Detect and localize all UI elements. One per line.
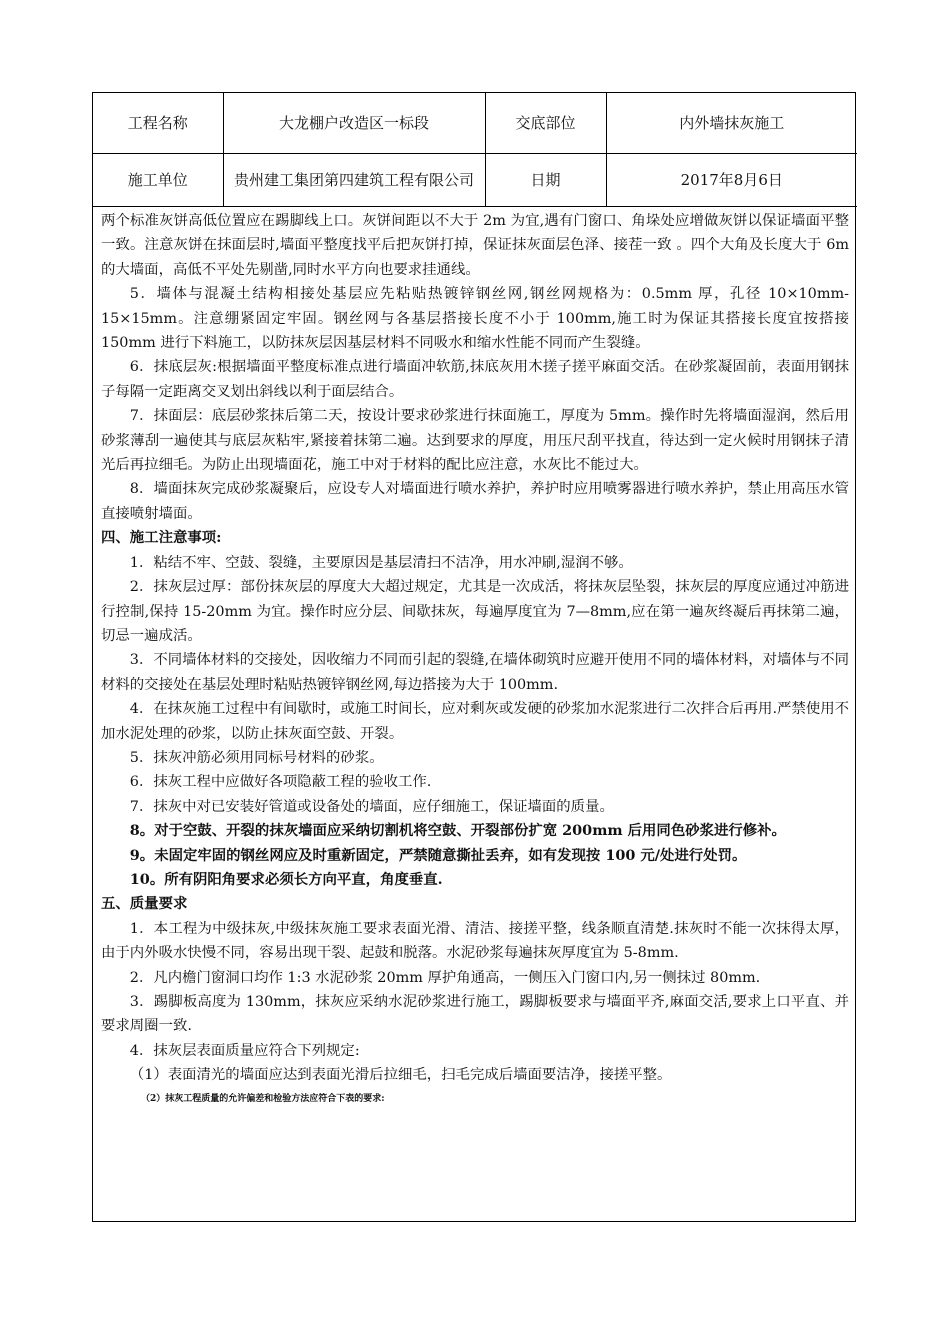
paragraph-bold: 10。所有阴阳角要求必须长方向平直，角度垂直. — [129, 870, 443, 888]
paragraph: 4．在抹灰施工过程中有间歇时，或施工时间长，应对剩灰或发硬的砂浆加水泥浆进行二次拌合后再用.严禁使用不加水泥处理的砂浆，以防止抹灰面空鼓、开裂。 — [101, 701, 849, 742]
paragraph: （1）表面清光的墙面应达到表面光滑后拉细毛，扫毛完成后墙面要洁净，接搓平整。 — [129, 1067, 672, 1084]
paragraph: 3．踢脚板高度为 130mm，抹灰应采纳水泥砂浆进行施工，踢脚板要求与墙面平齐,麻面交活,要求上口平直、并要求周圈一致. — [101, 994, 849, 1035]
section-heading: 四、施工注意事项: — [101, 529, 222, 547]
paragraph: 7．抹面层：底层砂浆抹后第二天，按设计要求砂浆进行抹面施工，厚度为 5mm。操作时先将墙面湿润，然后用砂浆薄刮一遍使其与底层灰粘牢,紧接着抹第二遍。达到要求的厚度，用压尺刮平找直，待达到一定火候时用钢抹子清光后再拉细毛。为防止出现墙面花，施工中对于材料的配比应注意，水灰比不能过大。 — [101, 408, 849, 474]
paragraph: 3．不同墙体材料的交接处，因收缩力不同而引起的裂缝,在墙体砌筑时应避开使用不同的墙体材料，对墙体与不同材料的交接处在基层处理时粘贴热镀锌钢丝网,每边搭接为大于 100mm. — [101, 652, 849, 693]
disclosure-part-label: 交底部位 — [485, 93, 606, 154]
disclosure-part-value: 内外墙抹灰施工 — [606, 93, 857, 154]
paragraph: 1．粘结不牢、空鼓、裂缝，主要原因是基层清扫不洁净，用水冲刷,湿润不够。 — [129, 554, 633, 571]
date-label: 日期 — [485, 154, 606, 207]
paragraph: 两个标准灰饼高低位置应在踢脚线上口。灰饼间距以不大于 2m 为宜,遇有门窗口、角垛处应增做灰饼以保证墙面平整一致。注意灰饼在抹面层时,墙面平整度找平后把灰饼打掉，保证抹灰面层色泽、接茬一致 。四个大角及长度大于 6m 的大墙面，高低不平处先剔凿,同时水平方向也要求挂通线。 — [101, 213, 849, 278]
construction-unit-label: 施工单位 — [93, 154, 223, 207]
paragraph-bold: 9。未固定牢固的钢丝网应及时重新固定，严禁随意撕扯丢弃，如有发现按 100 元/处进行处罚。 — [129, 846, 747, 864]
header-table — [93, 93, 857, 207]
content-body — [93, 207, 855, 1106]
project-name-value: 大龙棚户改造区一标段 — [223, 93, 485, 154]
paragraph: 4．抹灰层表面质量应符合下列规定: — [129, 1042, 360, 1059]
disclosure-sheet — [92, 92, 856, 1222]
date-value: 2017年8月6日 — [606, 154, 857, 207]
project-name-label: 工程名称 — [93, 93, 223, 154]
section-heading: 五、质量要求 — [101, 895, 188, 913]
paragraph: 5．墙体与混凝土结构相接处基层应先粘贴热镀锌钢丝网,钢丝网规格为：0.5mm 厚，孔径 10×10mm-15×15mm。注意绷紧固定牢固。钢丝网与各基层搭接长度不小于 100mm,施工时为保证其搭接长度宜按搭接 150mm 进行下料施工，以防抹灰层因基层材料不同吸水和缩水性能不同而产生裂缝。 — [101, 286, 849, 352]
construction-unit-value: 贵州建工集团第四建筑工程有限公司 — [223, 154, 485, 207]
paragraph: 6．抹底层灰:根据墙面平整度标准点进行墙面冲软筋,抹底灰用木搓子搓平麻面交活。在砂浆凝固前，表面用钢抹子每隔一定距离交叉划出斜线以利于面层结合。 — [101, 359, 849, 400]
paragraph-bold: 8。对于空鼓、开裂的抹灰墙面应采纳切割机将空鼓、开裂部份扩宽 200mm 后用同色砂浆进行修补。 — [129, 822, 786, 840]
paragraph: 1．本工程为中级抹灰,中级抹灰施工要求表面光滑、清洁、接搓平整，线条顺直清楚.抹灰时不能一次抹得太厚，由于内外吸水快慢不同，容易出现干裂、起鼓和脱落。水泥砂浆每遍抹灰厚度宜为 5-8mm. — [101, 920, 849, 962]
paragraph: 8．墙面抹灰完成砂浆凝聚后，应设专人对墙面进行喷水养护，养护时应用喷雾器进行喷水养护，禁止用高压水管直接喷射墙面。 — [101, 481, 849, 522]
paragraph: 7．抹灰中对已安装好管道或设备处的墙面，应仔细施工，保证墙面的质量。 — [129, 798, 614, 815]
small-note: （2）抹灰工程质量的允许偏差和检验方法应符合下表的要求: — [141, 1093, 385, 1104]
paragraph: 6．抹灰工程中应做好各项隐蔽工程的验收工作. — [129, 774, 432, 791]
paragraph: 2．抹灰层过厚：部份抹灰层的厚度大大超过规定，尤其是一次成活，将抹灰层坠裂，抹灰层的厚度应通过冲筋进行控制,保持 15-20mm 为宜。操作时应分层、间歇抹灰，每遍厚度宜为 7—8mm,应在第一遍灰终凝后再抹第二遍，切忌一遍成活。 — [101, 579, 849, 644]
paragraph: 5．抹灰冲筋必须用同标号材料的砂浆。 — [129, 749, 384, 766]
paragraph: 2．凡内檐门窗洞口均作 1:3 水泥砂浆 20mm 厚护角通高，一侧压入门窗口内,另一侧抹过 80mm. — [129, 969, 761, 986]
